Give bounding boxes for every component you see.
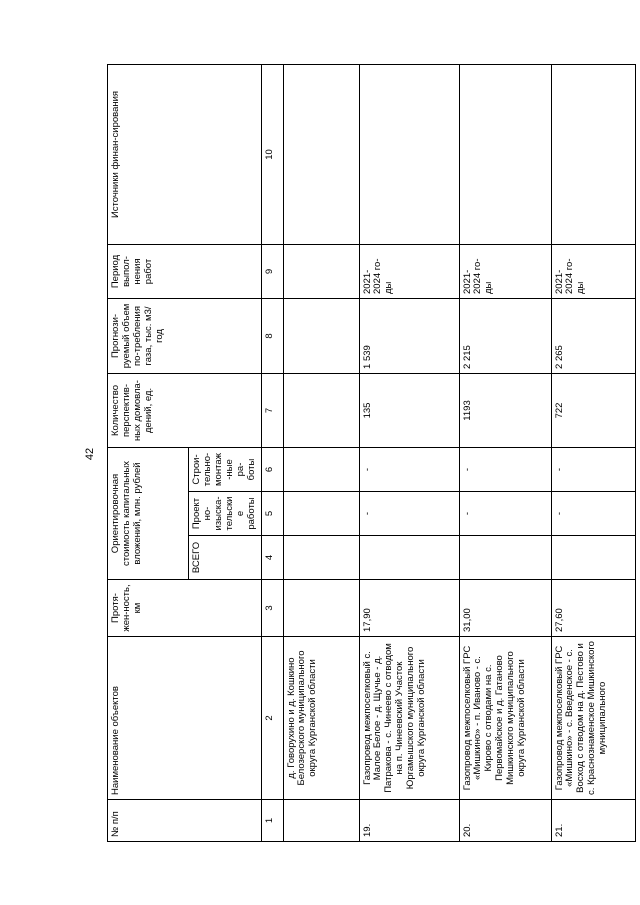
header-cost: Ориентировочная стоимость капитальных вложений, млн. рублей xyxy=(108,447,189,579)
row-total xyxy=(551,536,635,580)
row-sources xyxy=(459,64,551,244)
row-sources xyxy=(551,64,635,244)
header-n: № п/п xyxy=(108,800,262,842)
colnum-6: 6 xyxy=(261,447,283,491)
header-name: Наименование объектов xyxy=(108,637,262,800)
header-row-1 xyxy=(108,64,189,841)
header-sources: Источники финан-сирования xyxy=(108,64,262,244)
row-length: 31,00 xyxy=(459,580,551,637)
row-period xyxy=(283,244,359,298)
table-row xyxy=(359,64,459,841)
objects-table xyxy=(107,64,636,842)
row-n: 21. xyxy=(551,800,635,842)
row-period: 2021-2024 го-ды xyxy=(359,244,459,298)
row-gas: 2 265 xyxy=(551,298,635,373)
row-n: 20. xyxy=(459,800,551,842)
colnum-1: 1 xyxy=(261,800,283,842)
column-numbers-row xyxy=(261,64,283,841)
row-name: д. Говорухино и д. Кошкино Белозерского муниципального округа Курганской области xyxy=(283,637,359,800)
row-construction: - xyxy=(359,447,459,491)
row-households: 722 xyxy=(551,373,635,447)
colnum-3: 3 xyxy=(261,580,283,637)
colnum-7: 7 xyxy=(261,373,283,447)
row-households: 135 xyxy=(359,373,459,447)
colnum-10: 10 xyxy=(261,64,283,244)
colnum-8: 8 xyxy=(261,298,283,373)
header-gas: Прогнози-руемый объем по-требления газа, тыс. м3/год xyxy=(108,298,262,373)
row-name: Газопровод межпоселковый с. Малое Белое - д. Щучье - д. Патракова - с. Чинеево с отводом на п. Чинеевский Участок Юргамышского муниципального округа Курганской области xyxy=(359,637,459,800)
row-design: - xyxy=(359,492,459,536)
header-total: ВСЕГО xyxy=(189,536,262,580)
header-period: Период выпол-нения работ xyxy=(108,244,262,298)
row-length: 17,90 xyxy=(359,580,459,637)
row-name: Газопровод межпоселковый ГРС «Мишкино» - с. Введенское - с. Восход с отводом на д. Пестово и с. Краснознаменское Мишкинского муниципального xyxy=(551,637,635,800)
table-row xyxy=(283,64,359,841)
table-row xyxy=(459,64,551,841)
row-total xyxy=(359,536,459,580)
row-n xyxy=(283,800,359,842)
row-households xyxy=(283,373,359,447)
row-construction xyxy=(283,447,359,491)
row-design: - xyxy=(459,492,551,536)
table-wrapper xyxy=(107,65,607,842)
row-households: 1193 xyxy=(459,373,551,447)
header-construction: Строи-тельно-монтаж-ные ра-боты xyxy=(189,447,262,491)
row-n: 19. xyxy=(359,800,459,842)
row-gas: 2 215 xyxy=(459,298,551,373)
row-length xyxy=(283,580,359,637)
row-gas xyxy=(283,298,359,373)
row-gas: 1 539 xyxy=(359,298,459,373)
row-total xyxy=(283,536,359,580)
colnum-2: 2 xyxy=(261,637,283,800)
row-total xyxy=(459,536,551,580)
row-period: 2021-2024 го-ды xyxy=(459,244,551,298)
row-sources xyxy=(283,64,359,244)
page-number: 42 xyxy=(84,447,96,461)
table-row xyxy=(551,64,635,841)
colnum-5: 5 xyxy=(261,492,283,536)
header-length: Протя-жен-ность, км xyxy=(108,580,262,637)
row-sources xyxy=(359,64,459,244)
colnum-9: 9 xyxy=(261,244,283,298)
header-design: Проектно-изыска-тельские работы xyxy=(189,492,262,536)
row-name: Газопровод межпоселковый ГРС «Мишкино» - п. Иваново - с. Кирово с отводами на с. Первомайское и д. Гатаново Мишкинского муниципального округа Курганской области xyxy=(459,637,551,800)
header-households: Количество перспектив-ных домовла-дений, ед. xyxy=(108,373,262,447)
row-length: 27,60 xyxy=(551,580,635,637)
colnum-4: 4 xyxy=(261,536,283,580)
row-construction: - xyxy=(459,447,551,491)
row-design xyxy=(283,492,359,536)
row-construction: - xyxy=(551,447,635,491)
row-design: - xyxy=(551,492,635,536)
row-period: 2021-2024 го-ды xyxy=(551,244,635,298)
